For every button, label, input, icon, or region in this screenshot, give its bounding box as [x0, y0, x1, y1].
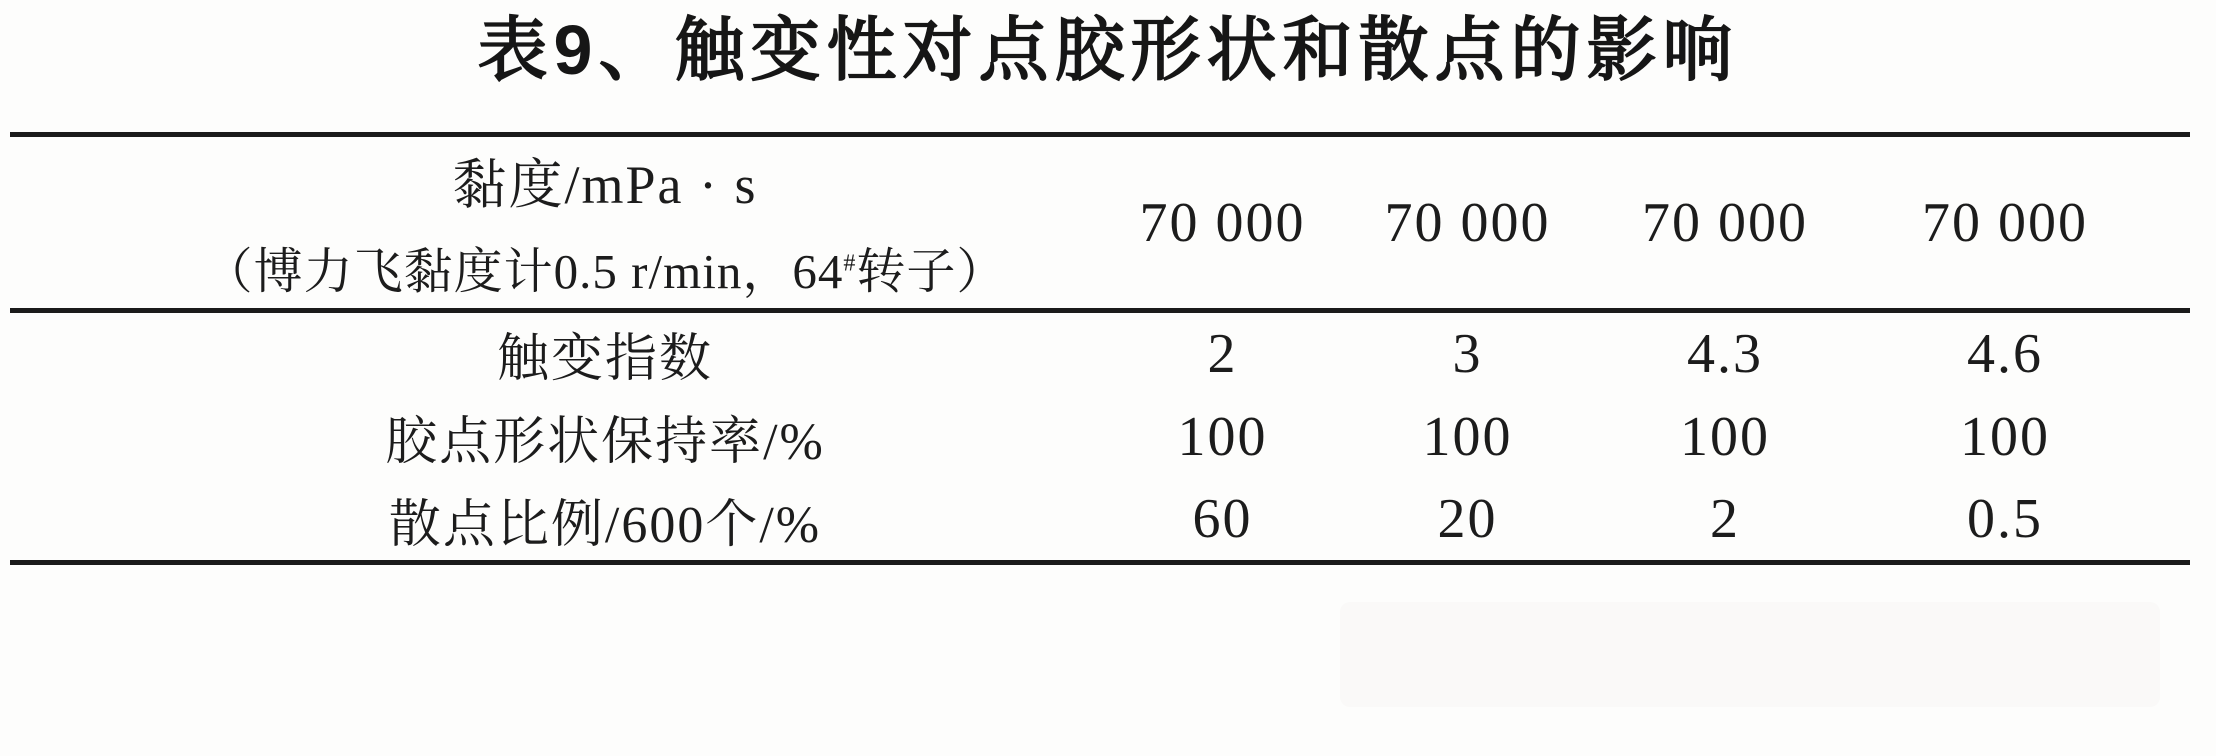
data-table	[10, 132, 2190, 565]
cell-value: 2	[1710, 488, 1740, 551]
spacer-cell	[2140, 395, 2190, 479]
cell-value: 4.6	[1967, 322, 2043, 385]
row-label: 胶点形状保持率/%	[385, 414, 825, 471]
cell-value: 100	[1680, 405, 1770, 468]
table-title: 表9、触变性对点胶形状和散点的影响	[477, 11, 1739, 89]
table-body	[10, 311, 2190, 563]
table-row-thixotropic-index	[10, 311, 2190, 395]
cell-value: 20	[1437, 488, 1498, 551]
viscosity-label: 黏度/mPa · s	[452, 155, 758, 215]
spacer-cell	[2140, 135, 2190, 311]
cell-value: 3	[1452, 322, 1483, 385]
cell-value: 2	[1207, 322, 1238, 385]
cell-value: 60	[1192, 488, 1253, 551]
viscosity-value-1: 70 000	[1139, 191, 1306, 254]
viscometer-note-suffix: 转子）	[856, 244, 1007, 299]
viscosity-value-3: 70 000	[1642, 191, 1808, 254]
table-row-scatter-ratio	[10, 479, 2190, 563]
scan-artifact	[1340, 602, 2160, 707]
header-label-cell	[10, 135, 1090, 311]
table-header	[10, 135, 2190, 311]
cell-value: 100	[1960, 405, 2050, 468]
table-row-shape-retention	[10, 395, 2190, 479]
cell-value: 0.5	[1967, 488, 2043, 551]
viscosity-value-4: 70 000	[1922, 191, 2088, 254]
spacer-cell	[2140, 479, 2190, 563]
viscometer-note	[120, 233, 1090, 303]
viscosity-value-2: 70 000	[1384, 191, 1551, 254]
row-label: 散点比例/600个/%	[388, 496, 822, 554]
cell-value: 4.3	[1687, 322, 1763, 385]
spacer-cell	[2140, 311, 2190, 395]
rotor-number-superscript: #	[843, 250, 857, 277]
cell-value: 100	[1177, 405, 1268, 468]
header-row	[10, 135, 2190, 311]
row-label: 触变指数	[496, 331, 713, 389]
viscometer-note-prefix: （博力飞黏度计0.5 r/min，64	[203, 244, 844, 299]
cell-value: 100	[1422, 405, 1513, 468]
